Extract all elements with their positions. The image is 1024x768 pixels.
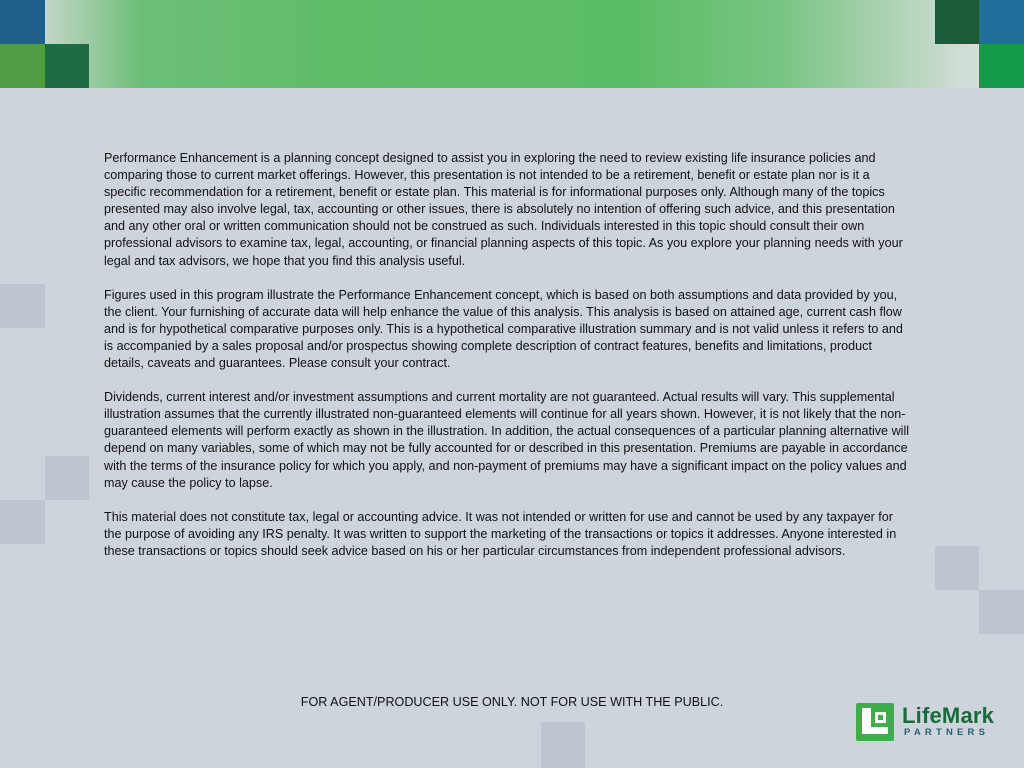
paragraph-figures: Figures used in this program illustrate the Performance Enhancement concept, which is based on both assumptions and data provided by you, the client. Your furnishing of accurate data will help enhance the value of this analysis. This analysis is based on attained age, current cash flow and is for hypothetical comparative purposes only. This is a hypothetical comparative illustration summary and is not valid unless it refers to and is accompanied by a sales proposal and/or prospectus showing complete description of contract features, benefits and limitations, product details, caveats and guarantees. Please consult your contract. — [104, 287, 903, 371]
decor-square — [979, 44, 1024, 88]
decor-square — [0, 500, 45, 544]
decor-square — [979, 590, 1024, 634]
decor-square — [541, 722, 585, 768]
decor-square — [45, 456, 89, 500]
lifemark-logo — [856, 702, 1001, 742]
decor-square — [45, 44, 89, 88]
paragraph-tax-advice: This material does not constitute tax, legal or accounting advice. It was not intended or written for use and cannot be used by any taxpayer for the purpose of avoiding any IRS penalty. It was written to support the marketing of the transactions or topics it addresses. Anyone interested in these transactions or topics should seek advice based on his or her particular circumstances from independent professional advisors. — [104, 509, 897, 558]
decor-square — [979, 0, 1024, 44]
lifemark-logo-icon — [856, 703, 894, 741]
logo-tagline: PARTNERS — [904, 727, 990, 738]
footer-note: FOR AGENT/PRODUCER USE ONLY. NOT FOR USE WITH THE PUBLIC. — [300, 695, 724, 709]
header-band — [0, 0, 1024, 88]
disclaimer-body — [104, 150, 912, 577]
decor-square — [0, 284, 45, 328]
decor-square — [0, 44, 45, 88]
logo-wordmark: LifeMark — [902, 703, 995, 728]
paragraph-purpose: Performance Enhancement is a planning concept designed to assist you in exploring the need to review existing life insurance policies and comparing those to current market offerings. However, this presentation is not intended to be a retirement, benefit or estate plan nor is it a specific recommendation for a retirement, benefit or estate plan. This material is for informational purposes only. Although many of the topics presented may also involve legal, tax, accounting or other issues, there is absolutely no intention of offering such advice, and this presentation and any other oral or written communication should not be construed as such. Individuals interested in this topic should consult their own professional advisors to examine tax, legal, accounting, or financial planning aspects of this topic. As you explore your planning needs with your legal and tax advisors, we hope that you find this analysis useful. — [104, 151, 903, 268]
decor-square — [0, 0, 45, 44]
paragraph-dividends: Dividends, current interest and/or investment assumptions and current mortality are not guaranteed. Actual results will vary. This supplemental illustration assumes that the currently illustrated non-guaranteed elements will continue for all years shown. However, it is not likely that the non-guaranteed elements will perform exactly as shown in the illustration. In addition, the actual consequences of a particular planning alternative will depend on many variables, some of which may not be fully accounted for or described in this presentation. Premiums are payable in accordance with the terms of the insurance policy for which you apply, and non-payment of premiums may have a significant impact on the policy values and may cause the policy to lapse. — [104, 390, 910, 490]
decor-square — [935, 546, 979, 590]
decor-square — [935, 0, 979, 44]
